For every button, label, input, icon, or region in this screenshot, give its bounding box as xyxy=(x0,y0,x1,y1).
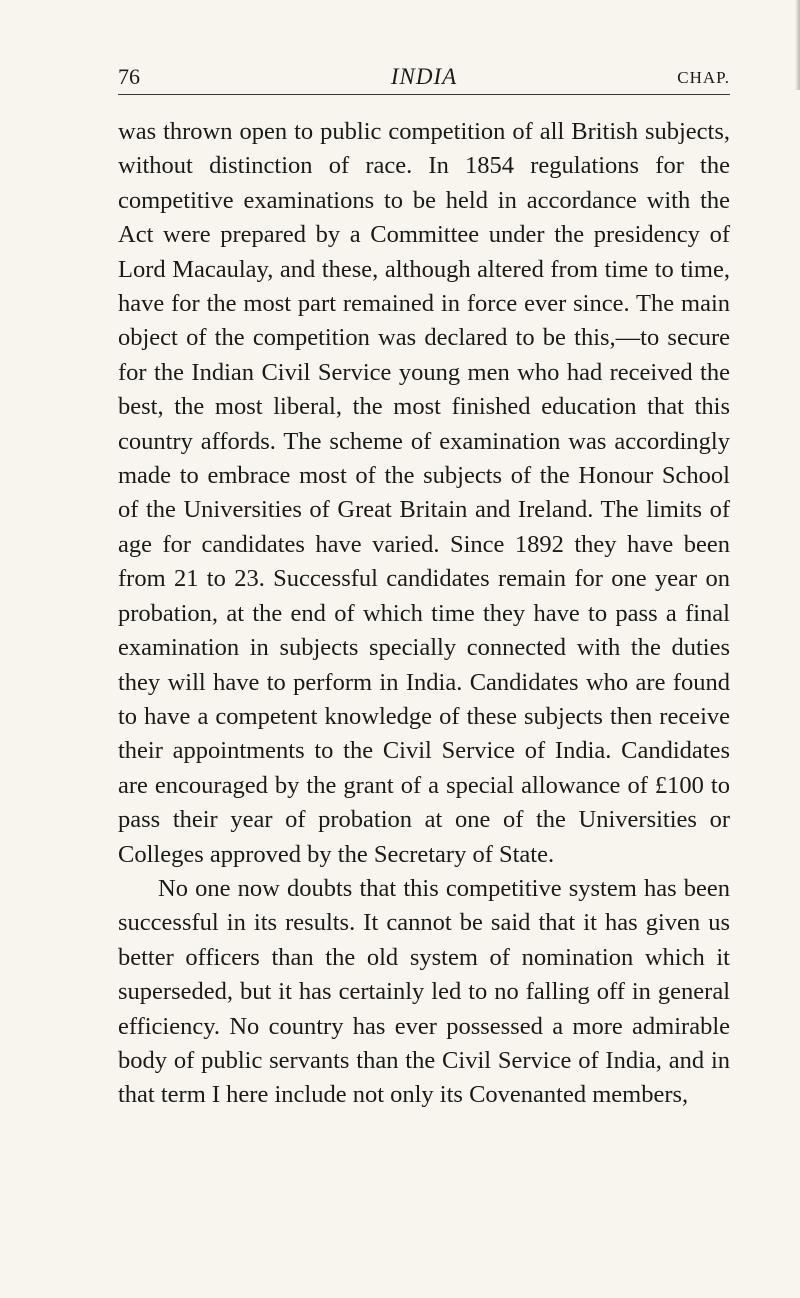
page-edge-shadow xyxy=(795,0,800,90)
chapter-label: CHAP. xyxy=(677,68,730,87)
body-text xyxy=(118,115,730,1113)
paragraph-continued: was thrown open to public competition of all British subjects, without distinction of race. In 1854 regulations for the competitive examinations to be held in accordance with the Act were prepared by a Committee under the presidency of Lord Macaulay, and these, although altered from time to time, have for the most part remained in force ever since. The main object of the competition was declared to be this,—to secure for the Indian Civil Service young men who had received the best, the most liberal, the most finished education that this country affords. The scheme of examination was accordingly made to embrace most of the subjects of the Honour School of the Universities of Great Britain and Ireland. The limits of age for candidates have varied. Since 1892 they have been from 21 to 23. Successful candidates remain for one year on probation, at the end of which time they have to pass a final examination in subjects specially connected with the duties they will have to perform in India. Candidates who are found to have a competent knowledge of these subjects then receive their appointments to the Civil Service of India. Candidates are encouraged by the grant of a special allowance of £100 to pass their year of probation at one of the Universities or Colleges approved by the Secretary of State. xyxy=(118,118,730,868)
paragraph-competitive-system: No one now doubts that this competitive system has been successful in its results. It cannot be said that it has given us better officers than the old system of nomination which it superseded, but it has certainly led to no falling off in general efficiency. No country has ever possessed a more admirable body of public servants than the Civil Service of India, and in that term I here include not only its Covenanted members, xyxy=(118,874,730,1109)
page-number: 76 xyxy=(118,64,140,89)
running-title: INDIA xyxy=(390,64,458,89)
running-head xyxy=(118,62,730,95)
